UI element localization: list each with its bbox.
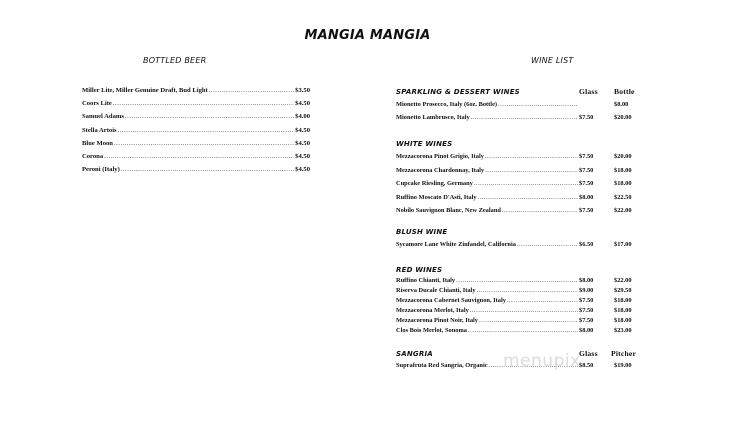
menu-item: Blue Moon ..... $4.50 [82, 137, 310, 150]
menu-item: Peroni (Italy) ..... $4.50 [82, 163, 310, 176]
sparkling-wines-heading: SPARKLING & DESSERT WINES Glass Bottle [396, 87, 635, 96]
menu-item: Samuel Adams ..... $4.00 [82, 110, 310, 123]
white-wines-heading: WHITE WINES [396, 140, 453, 148]
blush-wine-section [396, 226, 644, 251]
bottle-column-header: Bottle [614, 87, 635, 96]
white-wines-section [396, 138, 644, 218]
wine-list-heading: WINE LIST [531, 56, 574, 65]
wine-row: Ruffino Chianti, Italy ..... $8.00 $22.00 [396, 276, 644, 286]
glass-column-header: Glass [579, 87, 598, 96]
menupix-watermark: menupix [503, 351, 581, 371]
red-wines-section [396, 264, 644, 336]
wine-row: Mezzacorona Chardonnay, Italy ..... $7.50 $18.00 [396, 164, 644, 178]
wine-row: Clos Bois Merlot, Sonoma ..... $8.00 $23.00 [396, 326, 644, 336]
page-title: MANGIA MANGIA [304, 28, 431, 43]
menu-item: Coors Lite ..... $4.50 [82, 97, 310, 110]
pitcher-column-header: Pitcher [611, 349, 637, 358]
wine-row: Mionetto Lambrusco, Italy ..... $7.50 $20.00 [396, 111, 644, 124]
wine-row: Riserva Ducale Chianti, Italy ..... $9.00 $29.50 [396, 286, 644, 296]
glass-column-header: Glass [579, 349, 598, 358]
wine-row: Mezzacorona Pinot Noir, Italy ..... $7.50 $18.00 [396, 316, 644, 326]
blush-wine-heading: BLUSH WINE [396, 228, 448, 236]
wine-row: Mezzacorona Pinot Grigio, Italy ..... $7.50 $20.00 [396, 150, 644, 164]
wine-row: Nobilo Sauvignon Blanc, New Zealand ..... $7.50 $22.00 [396, 204, 644, 218]
wine-row: Cupcake Riesling, Germany ..... $7.50 $18.00 [396, 177, 644, 191]
wine-row: Mionetto Prosecco, Italy (6oz. Bottle) ..... $8.00 [396, 98, 644, 111]
menu-item: Corona ..... $4.50 [82, 150, 310, 163]
wine-row: Ruffino Moscato D'Asti, Italy ..... $8.00 $22.50 [396, 191, 644, 205]
sangria-heading: SANGRIA Glass Pitcher [396, 349, 637, 358]
wine-row: Mezzacorona Cabernet Sauvignon, Italy ..... $7.50 $18.00 [396, 296, 644, 306]
menu-item: Stella Artois ..... $4.50 [82, 124, 310, 137]
red-wines-heading: RED WINES [396, 266, 443, 274]
wine-row: Suprafruta Red Sangria, Organic ..... $8.50 $19.00 [396, 360, 644, 372]
menu-item: Miller Lite, Miller Genuine Draft, Bud Light ..... $3.50 [82, 84, 310, 97]
bottled-beer-heading: BOTTLED BEER [143, 56, 207, 65]
sparkling-wines-section [396, 86, 644, 124]
wine-row: Sycamore Lane White Zinfandel, California ..... $6.50 $17.00 [396, 238, 644, 251]
wine-row: Mezzacorona Merlot, Italy ..... $7.50 $18.00 [396, 306, 644, 316]
bottled-beer-list [82, 84, 310, 176]
